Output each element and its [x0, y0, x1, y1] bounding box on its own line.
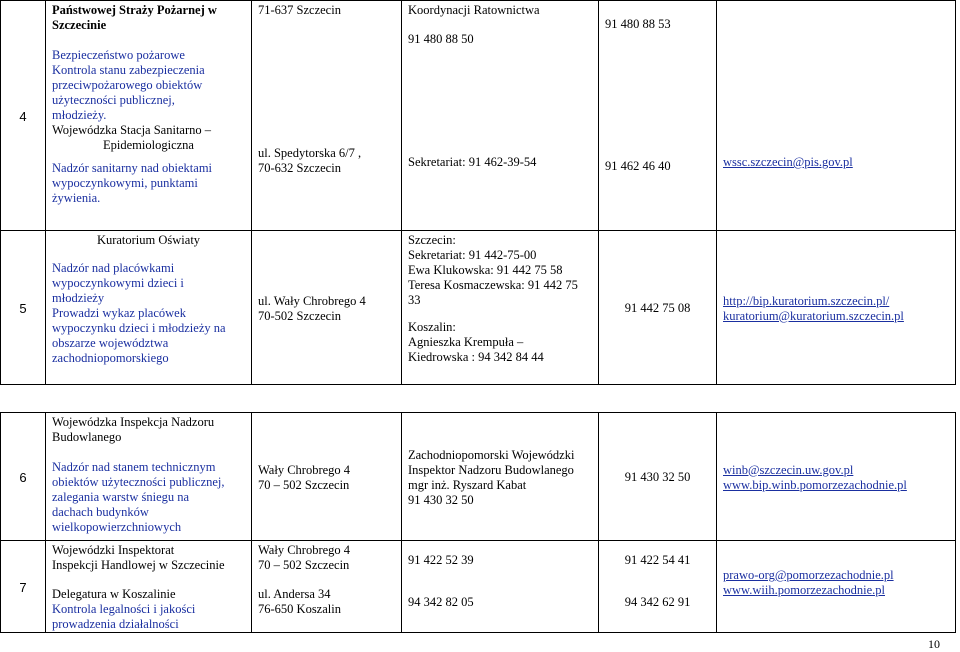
phone-number: 91 430 32 50	[408, 492, 474, 507]
table-row	[1, 231, 956, 385]
contact-cell	[402, 413, 599, 541]
scope-line: prowadzenia działalności	[52, 617, 179, 631]
address-line: Wały Chrobrego 4	[258, 462, 351, 477]
email-cell	[717, 1, 956, 231]
org-name-line: Wojewódzki Inspektorat	[52, 543, 175, 557]
web-link[interactable]: www.wiih.pomorzezachodnie.pl	[723, 583, 885, 597]
fax-number: 91 422 54 41	[624, 553, 691, 567]
contact-line: Inspektor Nadzoru Budowlanego	[408, 462, 574, 477]
row-number: 5	[1, 231, 46, 385]
web-link[interactable]: http://bip.kuratorium.szczecin.pl/	[723, 293, 890, 308]
organization-cell	[46, 231, 252, 385]
address-line: 76-650 Koszalin	[258, 602, 341, 616]
web-link[interactable]: www.bip.winb.pomorzezachodnie.pl	[723, 477, 907, 492]
organization-cell	[46, 541, 252, 633]
scope-line: Prowadzi wykaz placówek	[52, 306, 186, 320]
address-line: 70 – 502 Szczecin	[258, 558, 350, 572]
contact-line: Zachodniopomorski Wojewódzki	[408, 447, 575, 462]
contact-line: 33	[408, 293, 421, 307]
address-line: 70 – 502 Szczecin	[258, 477, 350, 492]
contact-cell	[402, 231, 599, 385]
scope-line: Nadzór nad placówkami	[52, 261, 175, 275]
contact-cell	[402, 1, 599, 231]
fax-cell	[599, 541, 717, 633]
contact-line: Szczecin:	[408, 233, 456, 247]
address-line: 71-637 Szczecin	[258, 3, 341, 17]
contact-line: Teresa Kosmaczewska: 91 442 75	[408, 278, 578, 292]
scope-line: obiektów użyteczności publicznej,	[52, 475, 225, 489]
contact-line: mgr inż. Ryszard Kabat	[408, 477, 527, 492]
fax-cell	[599, 413, 717, 541]
scope-line: dachach budynków	[52, 505, 149, 519]
address-cell	[252, 1, 402, 231]
scope-line: Kontrola stanu zabezpieczenia	[52, 63, 205, 77]
address-line: 70-502 Szczecin	[258, 308, 341, 323]
fax-number: 94 342 62 91	[624, 595, 691, 609]
table-row	[1, 1, 956, 231]
scope-line: użyteczności publicznej,	[52, 93, 175, 107]
org-name-line: Wojewódzka Inspekcja Nadzoru	[52, 415, 215, 429]
scope-line: zachodniopomorskiego	[52, 351, 169, 365]
row-number: 6	[1, 413, 46, 541]
fax-cell	[599, 1, 717, 231]
fax-cell	[599, 231, 717, 385]
phone-number: 91 422 52 39	[408, 553, 474, 567]
organization-cell	[46, 413, 252, 541]
phone-number: Sekretariat: 91 462-39-54	[408, 155, 537, 169]
scope-line: młodzieży	[52, 291, 105, 305]
contact-line: Koordynacji Ratownictwa	[408, 3, 540, 17]
scope-line: Nadzór nad stanem technicznym	[52, 460, 216, 474]
page-number: 10	[928, 637, 940, 651]
fax-number: 91 430 32 50	[624, 470, 691, 484]
row-number: 4	[1, 1, 46, 231]
email-cell	[717, 231, 956, 385]
address-line: ul. Andersa 34	[258, 587, 331, 601]
email-link[interactable]: winb@szczecin.uw.gov.pl	[723, 462, 854, 477]
email-link[interactable]: wssc.szczecin@pis.gov.pl	[723, 155, 853, 169]
contact-cell	[402, 541, 599, 633]
scope-line: zalegania warstw śniegu na	[52, 490, 190, 504]
bottom-table	[0, 412, 956, 633]
scope-line: Nadzór sanitarny nad obiektami	[52, 161, 213, 175]
email-cell	[717, 413, 956, 541]
org-name-line: Budowlanego	[52, 430, 122, 444]
fax-number: 91 462 46 40	[605, 159, 671, 173]
org-name-line: Delegatura w Koszalinie	[52, 587, 176, 601]
address-cell	[252, 413, 402, 541]
scope-line: wypoczynkowymi dzieci i	[52, 276, 184, 290]
scope-line: żywienia.	[52, 191, 101, 205]
address-line: 70-632 Szczecin	[258, 161, 341, 175]
contact-line: Kiedrowska : 94 342 84 44	[408, 350, 544, 364]
email-link[interactable]: prawo-org@pomorzezachodnie.pl	[723, 568, 894, 582]
phone-number: 91 480 88 50	[408, 32, 474, 46]
scope-line: Kontrola legalności i jakości	[52, 602, 196, 616]
org-name-line: Kuratorium Oświaty	[96, 233, 201, 247]
org-name-line: Wojewódzka Stacja Sanitarno –	[52, 123, 212, 137]
org-name-line: Szczecinie	[52, 18, 107, 32]
org-name-line: Państwowej Straży Pożarnej w	[52, 3, 217, 17]
address-line: ul. Spedytorska 6/7 ,	[258, 146, 362, 160]
scope-line: przeciwpożarowego obiektów	[52, 78, 203, 92]
address-line: Wały Chrobrego 4	[258, 543, 351, 557]
organization-cell	[46, 1, 252, 231]
contact-line: Agnieszka Krempuła –	[408, 335, 524, 349]
phone-number: 94 342 82 05	[408, 595, 474, 609]
contact-line: Koszalin:	[408, 320, 456, 334]
table-row	[1, 541, 956, 633]
contact-line: Sekretariat: 91 442-75-00	[408, 248, 537, 262]
fax-number: 91 480 88 53	[605, 17, 671, 31]
address-cell	[252, 231, 402, 385]
email-link[interactable]: kuratorium@kuratorium.szczecin.pl	[723, 308, 904, 323]
address-line: ul. Wały Chrobrego 4	[258, 293, 366, 308]
table-row	[1, 413, 956, 541]
scope-line: wypoczynkowymi, punktami	[52, 176, 198, 190]
scope-line: Bezpieczeństwo pożarowe	[52, 48, 185, 62]
email-cell	[717, 541, 956, 633]
scope-line: młodzieży.	[52, 108, 107, 122]
scope-line: obszarze województwa	[52, 336, 169, 350]
org-name-line: Epidemiologiczna	[103, 138, 194, 152]
scope-line: wielkopowierzchniowych	[52, 520, 182, 534]
address-cell	[252, 541, 402, 633]
org-name-line: Inspekcji Handlowej w Szczecinie	[52, 558, 225, 572]
row-number: 7	[1, 541, 46, 633]
contact-line: Ewa Klukowska: 91 442 75 58	[408, 263, 563, 277]
fax-number: 91 442 75 08	[624, 301, 691, 315]
scope-line: wypoczynku dzieci i młodzieży na	[52, 321, 226, 335]
